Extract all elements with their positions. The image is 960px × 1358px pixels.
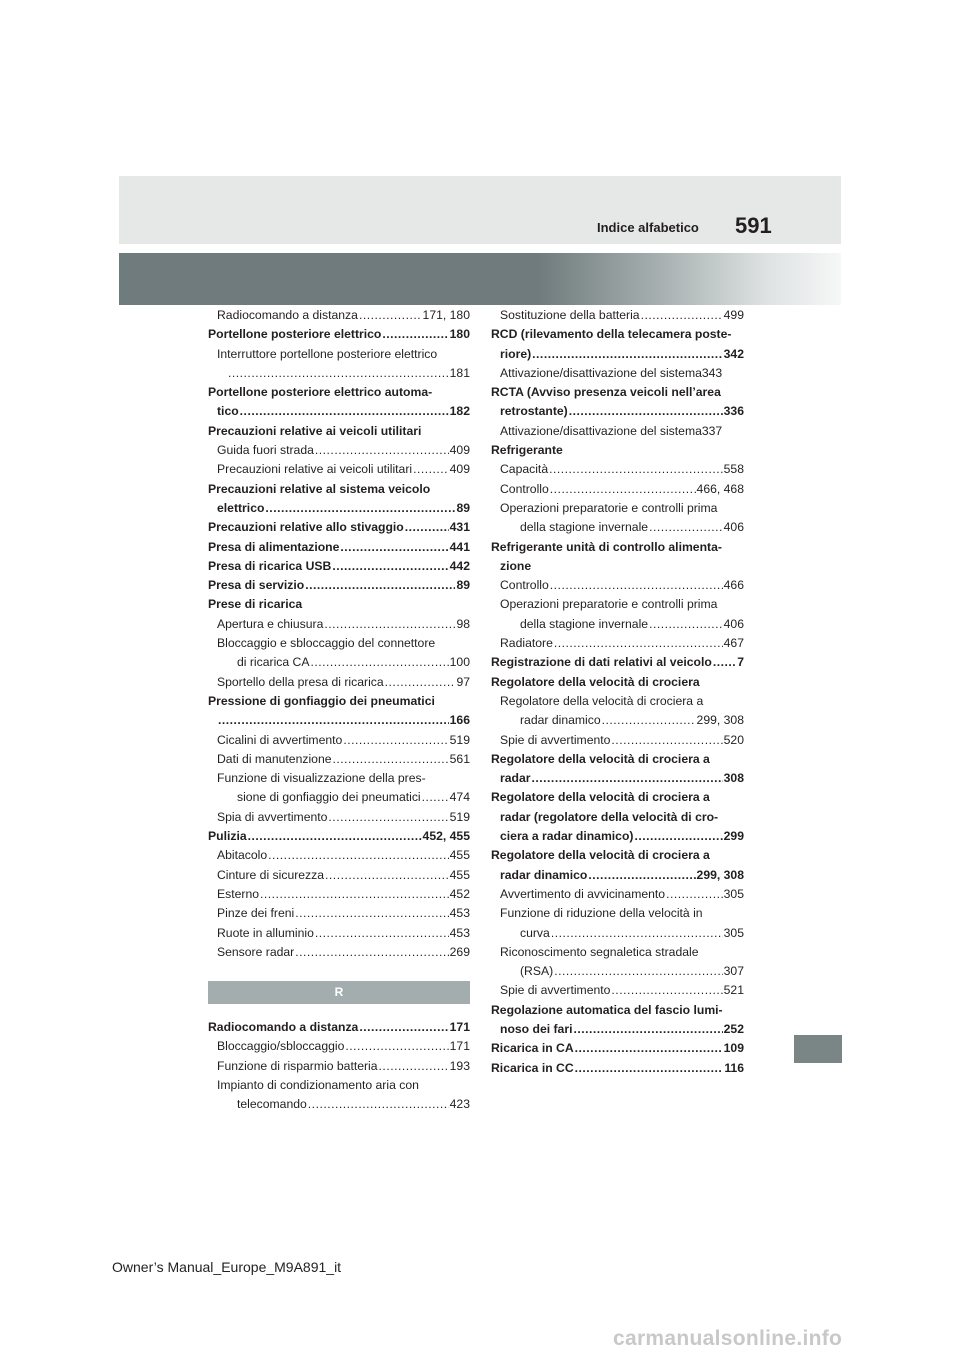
index-heading-entry [208, 557, 470, 576]
index-heading-entry [491, 808, 744, 827]
index-heading-entry [491, 383, 744, 402]
index-heading-entry [491, 788, 744, 807]
thumb-index-tab [794, 1035, 842, 1063]
entry-page-ref: 100 [449, 655, 470, 670]
index-sub-entry [208, 1095, 470, 1114]
dot-leader [634, 827, 722, 846]
entry-term: radar [500, 771, 531, 786]
index-heading-entry [491, 750, 744, 769]
entry-term: radar dinamico [520, 713, 601, 728]
entry-page-ref: 7 [737, 655, 744, 670]
entry-page-ref: 453 [449, 906, 470, 921]
entry-term: Precauzioni relative ai veicoli utilitari [208, 423, 422, 438]
index-heading-entry [491, 827, 744, 846]
entry-page-ref: 181 [449, 365, 470, 380]
entry-term: Refrigerante [491, 443, 563, 458]
entry-term: Capacità [500, 462, 549, 477]
entry-term: Bloccaggio e sbloccaggio del connettore [217, 636, 436, 651]
entry-page-ref: 305 [723, 886, 744, 901]
dot-leader [549, 460, 723, 479]
entry-term: sione di gonfiaggio dei pneumatici [237, 790, 421, 805]
dot-leader [345, 1037, 448, 1056]
index-heading-entry [208, 383, 470, 402]
entry-term: Dati di manutenzione [217, 751, 332, 766]
index-sub-entry [208, 885, 470, 904]
dot-leader [359, 306, 422, 325]
dot-leader [382, 325, 448, 344]
entry-term: Attivazione/disattivazione del sistema337 [500, 423, 723, 438]
index-sub-entry [208, 866, 470, 885]
entry-term: Precauzioni relative al sistema veicolo [208, 481, 431, 496]
index-heading-entry [208, 1018, 470, 1037]
letter-heading-r: R [208, 981, 470, 1004]
entry-term: Prese di ricarica [208, 597, 303, 612]
entry-page-ref: 455 [449, 848, 470, 863]
dot-leader [550, 480, 696, 499]
index-sub-entry [208, 1057, 470, 1076]
entry-term: Guida fuori strada [217, 443, 314, 458]
dot-leader [310, 653, 448, 672]
entry-page-ref: 467 [723, 636, 744, 651]
index-sub-entry [208, 750, 470, 769]
index-sub-entry [491, 885, 744, 904]
entry-page-ref: 519 [449, 732, 470, 747]
index-heading-entry [491, 557, 744, 576]
entry-page-ref: 455 [449, 867, 470, 882]
entry-term: (RSA) [520, 964, 554, 979]
dot-leader [385, 673, 456, 692]
entry-page-ref: 299, 308 [696, 867, 744, 882]
index-heading-entry [208, 480, 470, 499]
entry-term: Controllo [500, 578, 549, 593]
entry-term: Precauzioni relative ai veicoli utilitari [217, 462, 413, 477]
dot-leader [260, 885, 449, 904]
index-sub-entry [491, 615, 744, 634]
dot-leader [340, 538, 448, 557]
entry-term: Abitacolo [217, 848, 268, 863]
dot-leader [405, 518, 449, 537]
index-sub-entry [491, 904, 744, 923]
dot-leader [218, 711, 449, 730]
index-column-right [491, 306, 744, 1078]
entry-term: zione [500, 558, 532, 573]
index-sub-entry [491, 692, 744, 711]
entry-page-ref: 499 [723, 308, 744, 322]
entry-term: Operazioni preparatorie e controlli prima [500, 597, 718, 612]
entry-term: Precauzioni relative allo stivaggio [208, 520, 404, 535]
entry-term: Esterno [217, 886, 260, 901]
index-sub-entry [491, 711, 744, 730]
entry-page-ref: 406 [723, 616, 744, 631]
entry-page-ref: 441 [449, 539, 470, 554]
entry-term: Ricarica in CC [491, 1060, 574, 1075]
entry-page-ref: 519 [449, 809, 470, 824]
dot-leader [328, 808, 448, 827]
entry-page-ref: 97 [456, 674, 470, 689]
dot-leader [315, 441, 449, 460]
entry-term: Sensore radar [217, 944, 295, 959]
entry-page-ref: 299 [723, 829, 744, 844]
dot-leader [532, 769, 723, 788]
entry-term: Avvertimento di avvicinamento [500, 886, 666, 901]
entry-term: Riconoscimento segnaletica stradale [500, 944, 699, 959]
entry-page-ref: 342 [723, 346, 744, 361]
index-sub-entry [491, 460, 744, 479]
entry-term: Refrigerante unità di controllo alimenta- [491, 539, 722, 554]
entry-page-ref: 299, 308 [696, 713, 744, 728]
index-heading-entry [491, 538, 744, 557]
entry-term: Regolatore della velocità di crociera a [491, 848, 710, 863]
dot-leader [713, 653, 736, 672]
entry-page-ref: 453 [449, 925, 470, 940]
entry-term: Impianto di condizionamento aria con [217, 1077, 419, 1092]
index-heading-entry [208, 518, 470, 537]
entry-term: Apertura e chiusura [217, 616, 324, 631]
index-column-left [208, 306, 470, 1115]
entry-page-ref: 452, 455 [422, 829, 470, 844]
entry-term: Ruote in alluminio [217, 925, 314, 940]
index-heading-entry [208, 595, 470, 614]
watermark: carmanualsonline.info [613, 1327, 843, 1350]
entry-page-ref: 171, 180 [422, 308, 470, 322]
index-sub-entry [208, 306, 470, 325]
entry-page-ref: 442 [449, 558, 470, 573]
index-heading-entry [208, 325, 470, 344]
entry-term: Operazioni preparatorie e controlli prima [500, 500, 718, 515]
index-sub-entry [208, 673, 470, 692]
dot-leader [295, 943, 448, 962]
index-heading-entry [491, 325, 744, 344]
entry-term: radar (regolatore della velocità di cro- [500, 809, 719, 824]
entry-page-ref: 180 [449, 327, 470, 342]
entry-term: Sportello della presa di ricarica [217, 674, 384, 689]
dot-leader [422, 788, 449, 807]
index-heading-entry [208, 576, 470, 595]
dot-leader [573, 1020, 722, 1039]
index-sub-entry [208, 846, 470, 865]
entry-term: radar dinamico [500, 867, 588, 882]
dot-leader [611, 731, 722, 750]
entry-term: Ricarica in CA [491, 1041, 574, 1056]
entry-term: Presa di servizio [208, 578, 305, 593]
index-heading-entry [491, 402, 744, 421]
entry-page-ref: 269 [449, 944, 470, 959]
index-sub-entry [208, 653, 470, 672]
dot-leader [343, 731, 448, 750]
entry-term: Pinze dei freni [217, 906, 295, 921]
index-sub-entry [208, 788, 470, 807]
dot-leader [315, 924, 449, 943]
dot-leader [332, 557, 448, 576]
entry-term: Regolatore della velocità di crociera a [491, 790, 710, 805]
index-heading-entry [208, 711, 470, 730]
entry-term: della stagione invernale [520, 616, 649, 631]
dot-leader [666, 885, 723, 904]
index-sub-entry [208, 634, 470, 653]
entry-term: Registrazione di dati relativi al veicolo [491, 655, 712, 670]
index-sub-entry [491, 943, 744, 962]
entry-term: ciera a radar dinamico) [500, 829, 634, 844]
entry-term: Regolatore della velocità di crociera [491, 674, 700, 689]
entry-term: Regolazione automatica del fascio lumi- [491, 1002, 723, 1017]
entry-term: elettrico [217, 500, 265, 515]
entry-term: di ricarica CA [237, 655, 310, 670]
index-sub-entry [208, 808, 470, 827]
dot-leader [575, 1059, 724, 1078]
index-sub-entry [208, 364, 470, 383]
dot-leader [554, 634, 723, 653]
page-number: 591 [735, 213, 772, 238]
index-heading-entry [208, 538, 470, 557]
entry-term: Radiocomando a distanza [217, 308, 358, 322]
entry-page-ref: 305 [723, 925, 744, 940]
index-sub-entry [208, 460, 470, 479]
index-sub-entry [208, 731, 470, 750]
dot-leader [333, 750, 449, 769]
index-sub-entry [491, 595, 744, 614]
entry-term: Spie di avvertimento [500, 983, 611, 998]
index-sub-entry [491, 634, 744, 653]
index-sub-entry [491, 924, 744, 943]
index-heading-entry [491, 1020, 744, 1039]
dot-leader [248, 827, 422, 846]
header-gradient-bar [119, 253, 841, 305]
index-heading-entry [491, 441, 744, 460]
index-heading-entry [208, 422, 470, 441]
entry-page-ref: 423 [449, 1097, 470, 1112]
index-sub-entry [208, 615, 470, 634]
index-sub-entry [491, 422, 744, 441]
entry-term: Funzione di riduzione della velocità in [500, 906, 703, 921]
entry-page-ref: 431 [449, 520, 470, 535]
entry-term: Presa di alimentazione [208, 539, 340, 554]
dot-leader [265, 499, 455, 518]
dot-leader [359, 1018, 448, 1037]
entry-term: Controllo [500, 481, 549, 496]
entry-term: Pulizia [208, 829, 247, 844]
entry-page-ref: 166 [449, 713, 470, 728]
entry-page-ref: 452 [449, 886, 470, 901]
entry-page-ref: 474 [449, 790, 470, 805]
header-band [119, 176, 841, 244]
entry-page-ref: 558 [723, 462, 744, 477]
index-heading-entry [208, 499, 470, 518]
index-heading-entry [491, 846, 744, 865]
index-sub-entry [208, 904, 470, 923]
entry-page-ref: 193 [449, 1058, 470, 1073]
index-heading-entry [491, 1039, 744, 1058]
entry-term: Regolatore della velocità di crociera a [491, 751, 710, 766]
entry-term: Spia di avvertimento [217, 809, 328, 824]
footer-manual-id: Owner’s Manual_Europe_M9A891_it [112, 1259, 342, 1275]
entry-term: Attivazione/disattivazione del sistema343 [500, 365, 723, 380]
entry-page-ref: 409 [449, 462, 470, 477]
index-sub-entry [491, 364, 744, 383]
entry-page-ref: 521 [723, 983, 744, 998]
entry-page-ref: 307 [723, 964, 744, 979]
dot-leader [569, 402, 723, 421]
index-sub-entry [491, 499, 744, 518]
dot-leader [413, 460, 449, 479]
dot-leader [611, 981, 722, 1000]
dot-leader [550, 576, 723, 595]
index-heading-entry [491, 866, 744, 885]
index-sub-entry [491, 731, 744, 750]
index-heading-entry [491, 1059, 744, 1078]
entry-term: Regolatore della velocità di crociera a [500, 693, 704, 708]
index-sub-entry [491, 480, 744, 499]
section-title: Indice alfabetico [597, 220, 699, 235]
entry-term: RCD (rilevamento della telecamera poste- [491, 327, 732, 342]
dot-leader [268, 846, 449, 865]
entry-term: Bloccaggio/sbloccaggio [217, 1039, 345, 1054]
entry-page-ref: 89 [456, 578, 470, 593]
entry-term: tico [217, 404, 239, 419]
index-sub-entry [208, 769, 470, 788]
entry-page-ref: 336 [723, 404, 744, 419]
index-sub-entry [208, 943, 470, 962]
index-sub-entry [491, 518, 744, 537]
index-entries-r-continued [491, 306, 744, 1078]
entry-term: Sostituzione della batteria [500, 308, 640, 322]
entry-term: curva [520, 925, 550, 940]
dot-leader [602, 711, 696, 730]
entry-term: telecomando [237, 1097, 307, 1112]
dot-leader [240, 402, 449, 421]
dot-leader [305, 576, 455, 595]
index-sub-entry [208, 441, 470, 460]
entry-term: noso dei fari [500, 1021, 573, 1036]
dot-leader [649, 615, 723, 634]
entry-term: Pressione di gonfiaggio dei pneumatici [208, 693, 435, 708]
entry-page-ref: 252 [723, 1021, 744, 1036]
entry-term: Funzione di visualizzazione della pres- [217, 771, 426, 786]
entry-page-ref: 466 [723, 578, 744, 593]
entry-page-ref: 561 [449, 751, 470, 766]
index-heading-entry [491, 345, 744, 364]
entry-page-ref: 98 [456, 616, 470, 631]
entry-term: Presa di ricarica USB [208, 558, 332, 573]
entry-term: Radiatore [500, 636, 553, 651]
entry-page-ref: 308 [723, 771, 744, 786]
dot-leader [554, 962, 722, 981]
index-sub-entry [208, 345, 470, 364]
entry-term: Cicalini di avvertimento [217, 732, 343, 747]
entry-term: Portellone posteriore elettrico automa- [208, 385, 433, 400]
index-sub-entry [491, 981, 744, 1000]
dot-leader [641, 306, 723, 325]
dot-leader [575, 1039, 723, 1058]
dot-leader [228, 364, 449, 383]
entry-page-ref: 409 [449, 443, 470, 458]
index-sub-entry [208, 924, 470, 943]
index-sub-entry [491, 576, 744, 595]
entry-page-ref: 182 [449, 404, 470, 419]
index-entries-p [208, 306, 470, 962]
index-sub-entry [491, 306, 744, 325]
dot-leader [324, 615, 455, 634]
index-sub-entry [491, 962, 744, 981]
entry-term: Cinture di sicurezza [217, 867, 325, 882]
entry-term: della stagione invernale [520, 520, 649, 535]
entry-page-ref: 171 [449, 1020, 470, 1035]
index-sub-entry [208, 1037, 470, 1056]
dot-leader [532, 345, 723, 364]
index-entries-r [208, 1018, 470, 1114]
dot-leader [325, 866, 449, 885]
entry-page-ref: 171 [449, 1039, 470, 1054]
index-heading-entry [491, 673, 744, 692]
entry-term: Funzione di risparmio batteria [217, 1058, 378, 1073]
entry-page-ref: 406 [723, 520, 744, 535]
entry-term: Interruttore portellone posteriore elettrico [217, 346, 438, 361]
entry-term: Portellone posteriore elettrico [208, 327, 382, 342]
index-heading-entry [208, 827, 470, 846]
index-heading-entry [491, 653, 744, 672]
index-heading-entry [491, 1001, 744, 1020]
dot-leader [308, 1095, 449, 1114]
entry-term: riore) [500, 346, 532, 361]
entry-term: Spie di avvertimento [500, 732, 611, 747]
entry-term: RCTA (Avviso presenza veicoli nell’area [491, 385, 721, 400]
index-heading-entry [491, 769, 744, 788]
dot-leader [588, 866, 695, 885]
entry-page-ref: 109 [723, 1041, 744, 1056]
dot-leader [649, 518, 723, 537]
entry-page-ref: 116 [724, 1060, 744, 1075]
dot-leader [379, 1057, 449, 1076]
index-sub-entry [208, 1076, 470, 1095]
index-heading-entry [208, 692, 470, 711]
entry-term: retrostante) [500, 404, 568, 419]
entry-page-ref: 466, 468 [696, 481, 744, 496]
entry-term: Radiocomando a distanza [208, 1020, 359, 1035]
index-heading-entry [208, 402, 470, 421]
dot-leader [295, 904, 448, 923]
dot-leader [551, 924, 723, 943]
entry-page-ref: 89 [456, 500, 470, 515]
entry-page-ref: 520 [723, 732, 744, 747]
